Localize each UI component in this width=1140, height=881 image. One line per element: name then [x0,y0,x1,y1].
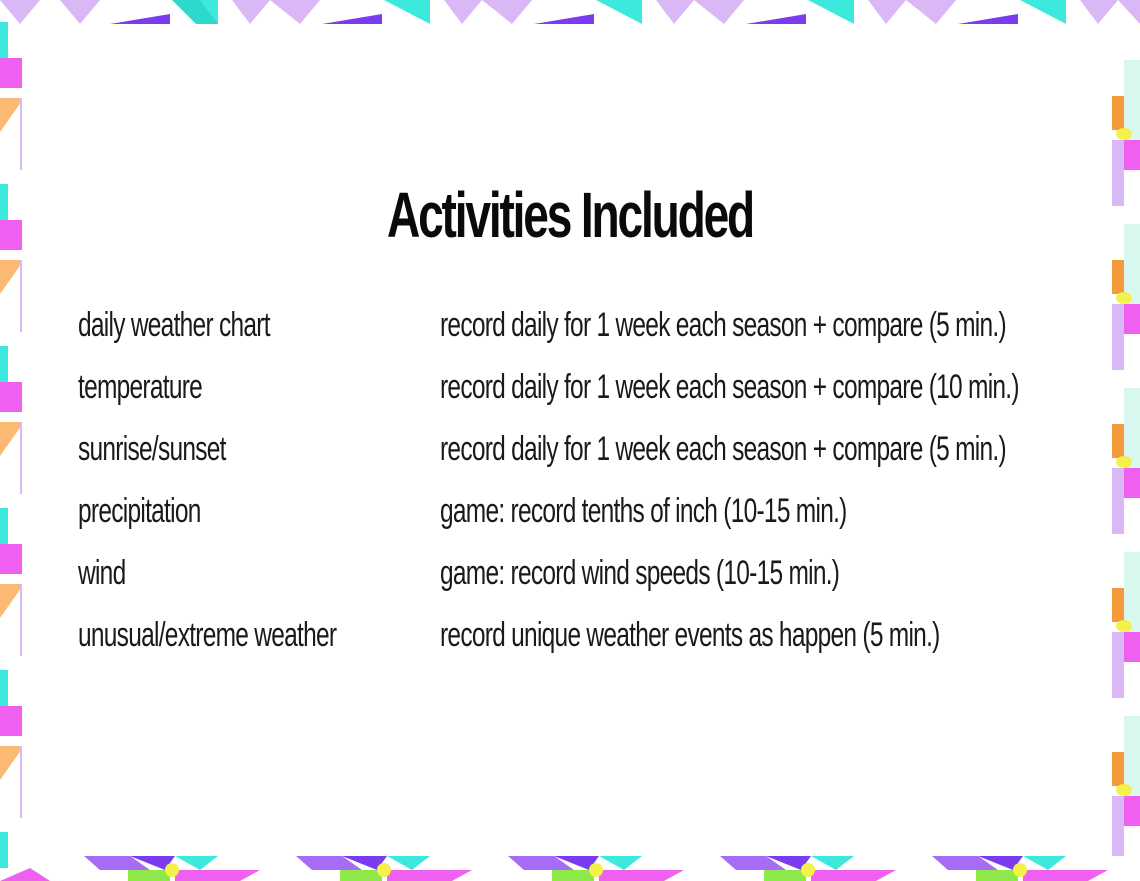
list-item [78,430,1078,492]
left-border-pattern [0,22,24,868]
activity-description: record daily for 1 week each season + compare (5 min.) [440,430,1006,468]
activity-name: daily weather chart [78,306,270,344]
activity-description: record daily for 1 week each season + compare (10 min.) [440,368,1019,406]
list-item [78,368,1078,430]
list-item [78,492,1078,554]
list-item [78,554,1078,616]
activity-description: game: record tenths of inch (10-15 min.) [440,492,847,530]
right-border-pattern [1112,60,1140,856]
list-item [78,306,1078,368]
bottom-border-pattern [0,856,1108,881]
activities-list [78,306,1078,678]
activity-name: precipitation [78,492,201,530]
activity-description: record unique weather events as happen (5 min.) [440,616,940,654]
activity-name: temperature [78,368,203,406]
activity-name: wind [78,554,126,592]
activity-name: sunrise/sunset [78,430,226,468]
activity-name: unusual/extreme weather [78,616,337,654]
top-border-pattern [0,0,1140,24]
list-item [78,616,1078,678]
activity-description: game: record wind speeds (10-15 min.) [440,554,840,592]
page-title: Activities Included [386,179,754,251]
activity-description: record daily for 1 week each season + compare (5 min.) [440,306,1006,344]
